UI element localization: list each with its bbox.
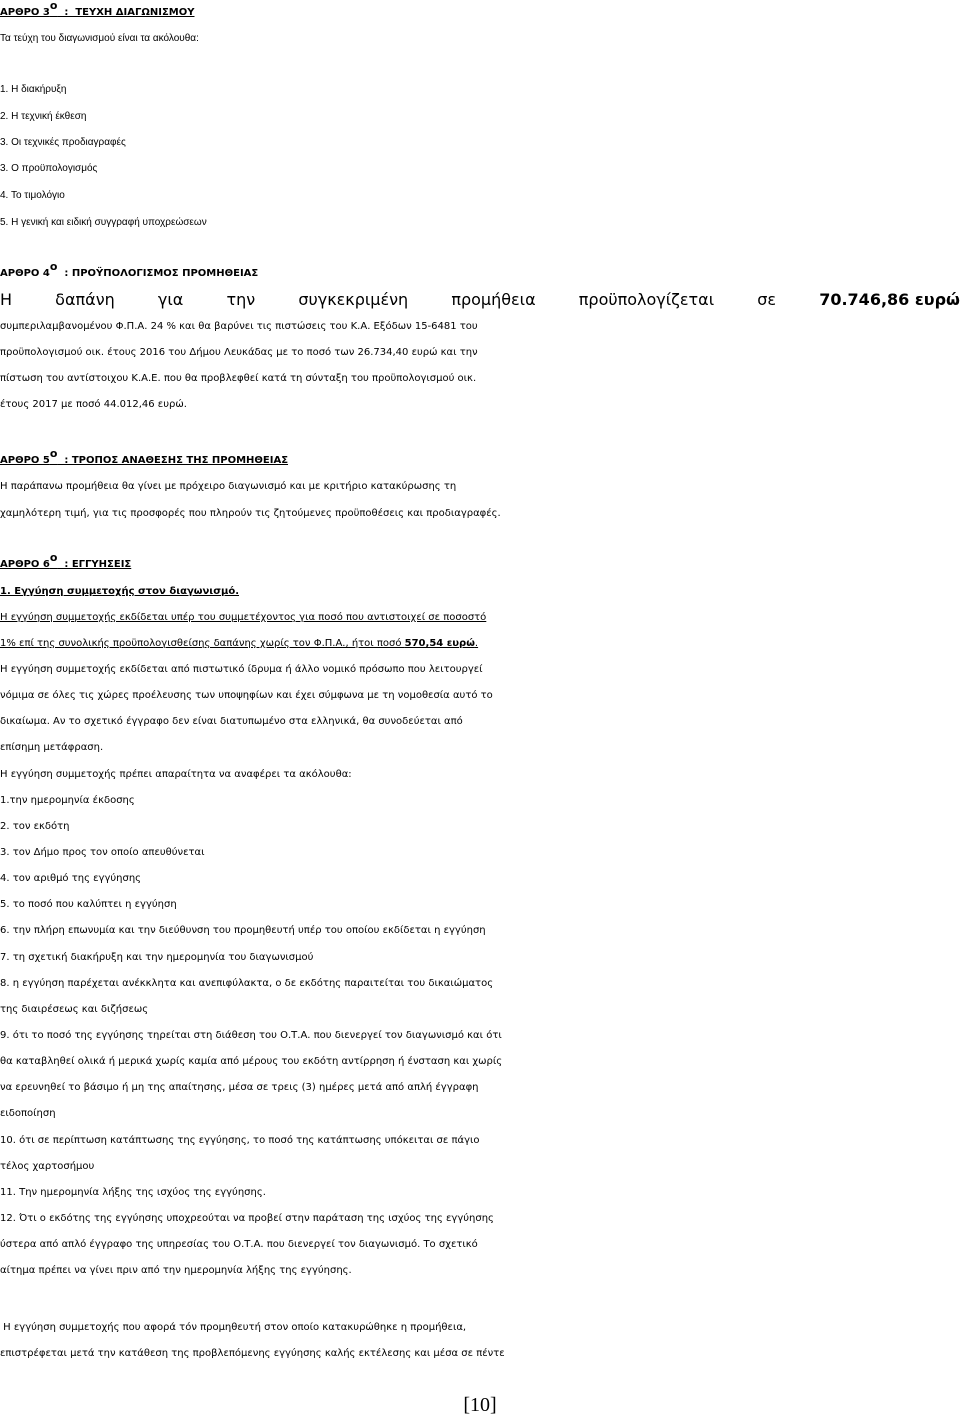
article-5-heading: ΑΡΘΡΟ $5^o$ : ΤΡΟΠΟΣ ΑΝΑΘΕΣΗΣ ΤΗΣ ΠΡΟΜΗΘΕΙΑΣ <box>0 446 289 466</box>
list-item: ύστερα από απλό έγγραφο της υπηρεσίας του Ο.Τ.Α. που διενεργεί τον διαγωνισμό. Το σχετικό <box>0 1239 478 1250</box>
paragraph-line: δικαίωμα. Αν το σχετικό έγγραφο δεν είναι διατυπωμένο στα ελληνικά, θα συνοδεύεται από <box>0 716 463 727</box>
list-item: 3. Οι τεχνικές προδιαγραφές <box>0 137 126 148</box>
list-item: 6. την πλήρη επωνυμία και την διεύθυνση του προμηθευτή υπέρ του οποίου εκδίδεται η εγγύηση <box>0 925 486 936</box>
list-item: 9. ότι το ποσό της εγγύησης τηρείται στη διάθεση του Ο.Τ.Α. που διενεργεί τον διαγωνισμό και ότι <box>0 1030 502 1041</box>
article-4-line-4: πίστωση του αντίστοιχου Κ.Α.Ε. που θα προβλεφθεί κατά τη σύνταξη του προϋπολογισμού οικ. <box>0 373 477 384</box>
list-item: 3. τον Δήμο προς τον οποίο απευθύνεται <box>0 847 205 858</box>
paragraph-line: 1% επί της συνολικής προϋπολογισθείσης δαπάνης χωρίς τον Φ.Π.Α., ήτοι ποσό 570,54 ευρώ. <box>0 638 479 649</box>
paragraph-line: Η εγγύηση συμμετοχής πρέπει απαραίτητα να αναφέρει τα ακόλουθα: <box>0 769 352 780</box>
list-item: 5. το ποσό που καλύπτει η εγγύηση <box>0 899 177 910</box>
paragraph-line: Η εγγύηση συμμετοχής εκδίδεται από πιστωτικό ίδρυμα ή άλλο νομικό πρόσωπο που λειτουργεί <box>0 664 483 675</box>
list-item: 12. Ότι ο εκδότης της εγγύησης υποχρεούται να προβεί στην παράταση της ισχύος της εγγύησης <box>0 1213 494 1224</box>
article-4-line-2: συμπεριλαμβανομένου Φ.Π.Α. 24 % και θα βαρύνει τις πιστώσεις του Κ.Α. Εξόδων 15-6481 του <box>0 321 478 332</box>
guarantee-amount: 570,54 ευρώ <box>404 638 475 649</box>
article-6-heading: ΑΡΘΡΟ $6^o$ : ΕΓΓΥΗΣΕΙΣ <box>0 550 132 570</box>
list-item: αίτημα πρέπει να γίνει πριν από την ημερομηνία λήξης της εγγύησης. <box>0 1265 352 1276</box>
list-item: 7. τη σχετική διακήρυξη και την ημερομηνία του διαγωνισμού <box>0 952 314 963</box>
list-item: 8. η εγγύηση παρέχεται ανέκκλητα και ανεπιφύλακτα, ο δε εκδότης παραιτείται του δικαιώματος <box>0 978 494 989</box>
article-4-line-3: προϋπολογισμού οικ. έτους 2016 του Δήμου Λευκάδας με το ποσό των 26.734,40 ευρώ και την <box>0 347 478 358</box>
paragraph-line: Η εγγύηση συμμετοχής εκδίδεται υπέρ του συμμετέχοντος για ποσό που αντιστοιχεί σε ποσοστό <box>0 612 487 623</box>
list-item: 4. Το τιμολόγιο <box>0 190 65 201</box>
article-4-line-5: έτους 2017 με ποσό 44.012,46 ευρώ. <box>0 399 187 410</box>
list-item: 4. τον αριθμό της εγγύησης <box>0 873 142 884</box>
article-3-intro: Τα τεύχη του διαγωνισμού είναι τα ακόλουθα: <box>0 33 199 44</box>
paragraph-line: νόμιμα σε όλες τις χώρες προέλευσης των υποψηφίων και έχει σύμφωνα με τη νομοθεσία αυτό το <box>0 690 493 701</box>
paragraph-line: επιστρέφεται μετά την κατάθεση της προβλεπόμενης εγγύησης καλής εκτέλεσης και μέσα σε πέντε <box>0 1348 505 1359</box>
list-item: να ερευνηθεί το βάσιμο ή μη της απαίτησης, μέσα σε τρεις (3) ημέρες μετά από απλή έγγραφη <box>0 1082 479 1093</box>
section-guarantee-participation: 1. Εγγύηση συμμετοχής στον διαγωνισμό. <box>0 586 240 597</box>
article-4-heading: ΑΡΘΡΟ $4^o$ : ΠΡΟΫΠΟΛΟΓΙΣΜΟΣ ΠΡΟΜΗΘΕΙΑΣ <box>0 259 259 279</box>
article-3-heading: ΑΡΘΡΟ $3^o$ : ΤΕΥΧΗ ΔΙΑΓΩΝΙΣΜΟΥ <box>0 0 195 18</box>
article-5-line-2: χαμηλότερη τιμή, για τις προσφορές που πληρούν τις ζητούμενες προϋποθέσεις και προδιαγραφές. <box>0 508 501 519</box>
article-4-line-1: Η δαπάνη για την συγκεκριμένη προμήθεια προϋπολογίζεται σε 70.746,86 ευρώ <box>0 288 960 312</box>
list-item: 2. Η τεχνική έκθεση <box>0 111 87 122</box>
list-item: 2. τον εκδότη <box>0 821 70 832</box>
paragraph-line: Η εγγύηση συμμετοχής που αφορά τόν προμηθευτή στον οποίο κατακυρώθηκε η προμήθεια, <box>0 1322 467 1333</box>
article-5-line-1: Η παράπανω προμήθεια θα γίνει με πρόχειρο διαγωνισμό και με κριτήριο κατακύρωσης τη <box>0 481 457 492</box>
list-item: τέλος χαρτοσήμου <box>0 1161 95 1172</box>
list-item: 10. ότι σε περίπτωση κατάπτωσης της εγγύησης, το ποσό της κατάπτωσης υπόκειται σε πάγιο <box>0 1135 480 1146</box>
list-item: θα καταβληθεί ολικά ή μερικά χωρίς καμία από μέρους του εκδότη αντίρρηση ή ένσταση και χωρίς <box>0 1056 503 1067</box>
budget-amount: 70.746,86 ευρώ <box>819 290 960 309</box>
list-item: 1.την ημερομηνία έκδοσης <box>0 795 135 806</box>
list-item: της διαιρέσεως και διζήσεως <box>0 1004 149 1015</box>
list-item: ειδοποίηση <box>0 1108 56 1119</box>
list-item: 3. Ο προϋπολογισμός <box>0 163 98 174</box>
paragraph-line: επίσημη μετάφραση. <box>0 742 104 753</box>
page-number: [10] <box>463 1394 497 1416</box>
list-item: 1. Η διακήρυξη <box>0 84 67 95</box>
list-item: 5. Η γενική και ειδική συγγραφή υποχρεώσεων <box>0 217 207 228</box>
list-item: 11. Την ημερομηνία λήξης της ισχύος της εγγύησης. <box>0 1187 266 1198</box>
